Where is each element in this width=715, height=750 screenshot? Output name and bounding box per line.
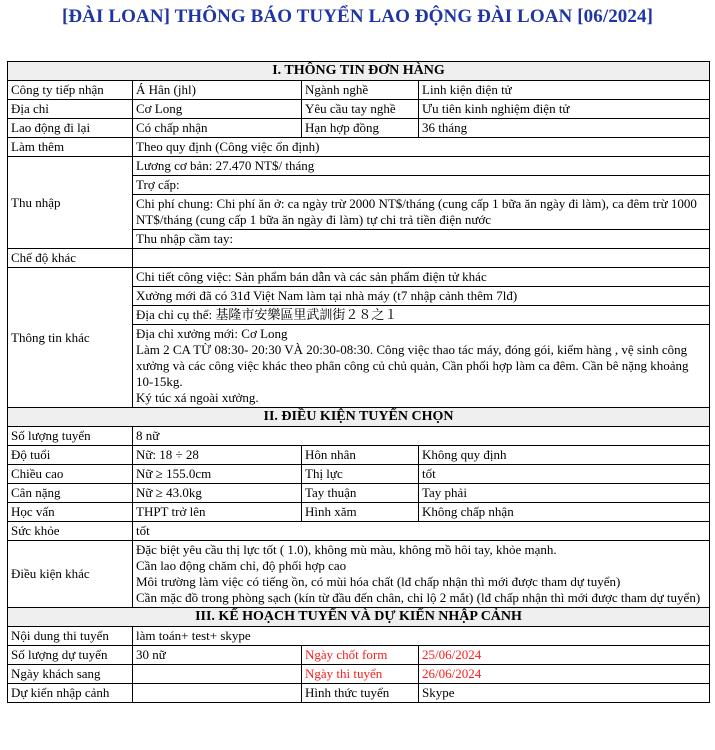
income-label: Thu nhập: [8, 157, 133, 249]
section-header-order-info: [8, 62, 710, 81]
recruitment-table: [7, 61, 710, 703]
exam-content-label: Nội dung thi tuyển: [8, 627, 133, 646]
skill-label: Yêu cầu tay nghề: [302, 100, 419, 119]
height-value: Nữ ≥ 155.0cm: [133, 465, 302, 484]
row-exam-content: [8, 627, 710, 646]
quantity-value: 8 nữ: [133, 427, 710, 446]
row-address: [8, 100, 710, 119]
other-info-line: Địa chỉ cụ thể: 基隆市安樂區里武訓街２８之１: [133, 306, 710, 325]
expected-value: 30 nữ: [133, 646, 302, 665]
weight-label: Cân nặng: [8, 484, 133, 503]
entry-value: [133, 684, 302, 703]
tattoo-value: Không chấp nhận: [419, 503, 710, 522]
conditions-label: Điều kiện khác: [8, 541, 133, 608]
row-education: [8, 503, 710, 522]
quantity-label: Số lượng tuyển: [8, 427, 133, 446]
company-value: Á Hân (jhl): [133, 81, 302, 100]
other-info-line: Địa chỉ xưởng mới: Cơ Long: [136, 326, 288, 341]
row-health: [8, 522, 710, 541]
row-other-info-1: [8, 268, 710, 287]
reentry-label: Lao động đi lại: [8, 119, 133, 138]
skill-value: Ưu tiên kinh nghiệm điện tử: [419, 100, 710, 119]
other-info-line: Chi tiết công việc: Sản phẩm bán dẫn và các sản phẩm điện tử khác: [133, 268, 710, 287]
income-line: Lương cơ bản: 27.470 NT$/ tháng: [133, 157, 710, 176]
industry-label: Ngành nghề: [302, 81, 419, 100]
deadline-label: Ngày chốt form: [302, 646, 419, 665]
visit-label: Ngày khách sang: [8, 665, 133, 684]
row-weight: [8, 484, 710, 503]
row-height: [8, 465, 710, 484]
section-header-plan: [8, 608, 710, 627]
condition-line: Cần mặc đồ trong phòng sạch (kín từ đầu đến chân, chỉ lộ 2 mắt) (lđ chấp nhận thì mới được tham dự tuyển): [136, 590, 701, 605]
conditions-block: [133, 541, 710, 608]
other-info-line: Ký túc xá ngoài xưởng.: [136, 390, 259, 405]
overtime-label: Làm thêm: [8, 138, 133, 157]
condition-line: Đặc biệt yêu cầu thị lực tốt ( 1.0), không mù màu, không mồ hôi tay, khỏe mạnh.: [136, 542, 557, 557]
company-label: Công ty tiếp nhận: [8, 81, 133, 100]
other-info-block: [133, 325, 710, 408]
visit-value: [133, 665, 302, 684]
exam-date-value: 26/06/2024: [419, 665, 710, 684]
industry-value: Linh kiện điện tử: [419, 81, 710, 100]
row-quantity: [8, 427, 710, 446]
health-label: Sức khỏe: [8, 522, 133, 541]
health-value: tốt: [133, 522, 710, 541]
row-conditions: [8, 541, 710, 608]
height-label: Chiều cao: [8, 465, 133, 484]
hand-value: Tay phải: [419, 484, 710, 503]
section-header-selection: [8, 408, 710, 427]
other-benefits-value: [133, 249, 710, 268]
vision-value: tốt: [419, 465, 710, 484]
weight-value: Nữ ≥ 43.0kg: [133, 484, 302, 503]
hand-label: Tay thuận: [302, 484, 419, 503]
section-3-heading: III. KẾ HOẠCH TUYỂN VÀ DỰ KIẾN NHẬP CẢNH: [8, 608, 710, 627]
other-info-label: Thông tin khác: [8, 268, 133, 408]
vision-label: Thị lực: [302, 465, 419, 484]
address-label: Địa chỉ: [8, 100, 133, 119]
education-value: THPT trở lên: [133, 503, 302, 522]
row-expected: [8, 646, 710, 665]
contract-value: 36 tháng: [419, 119, 710, 138]
section-1-heading: I. THÔNG TIN ĐƠN HÀNG: [8, 62, 710, 81]
row-income-1: [8, 157, 710, 176]
condition-line: Môi trường làm việc có tiếng ồn, có mùi hóa chất (lđ chấp nhận thì mới được tham dự tuyển): [136, 574, 621, 589]
format-label: Hình thức tuyển: [302, 684, 419, 703]
marital-label: Hôn nhân: [302, 446, 419, 465]
format-value: Skype: [419, 684, 710, 703]
marital-value: Không quy định: [419, 446, 710, 465]
age-value: Nữ: 18 ÷ 28: [133, 446, 302, 465]
contract-label: Hạn hợp đồng: [302, 119, 419, 138]
row-age: [8, 446, 710, 465]
income-line: Chi phí chung: Chi phí ăn ở: ca ngày trừ 2000 NT$/tháng (cung cấp 1 bữa ăn ngày đi làm), ca đêm trừ 1000 NT$/tháng (cung cấp 1 bữa ăn ngày đi làm) tự chi trả tiền điện nước: [133, 195, 710, 230]
age-label: Độ tuổi: [8, 446, 133, 465]
row-reentry: [8, 119, 710, 138]
condition-line: Cần lao động chăm chỉ, độ phối hợp cao: [136, 558, 347, 573]
exam-date-label: Ngày thi tuyển: [302, 665, 419, 684]
row-visit: [8, 665, 710, 684]
row-entry: [8, 684, 710, 703]
education-label: Học vấn: [8, 503, 133, 522]
overtime-value: Theo quy định (Công việc ổn định): [133, 138, 710, 157]
tattoo-label: Hình xăm: [302, 503, 419, 522]
entry-label: Dự kiến nhập cảnh: [8, 684, 133, 703]
other-info-line: Xưởng mới đã có 31đ Việt Nam làm tại nhà máy (t7 nhập cảnh thêm 7lđ): [133, 287, 710, 306]
row-company: [8, 81, 710, 100]
row-overtime: [8, 138, 710, 157]
income-line: Trợ cấp:: [133, 176, 710, 195]
other-benefits-label: Chế độ khác: [8, 249, 133, 268]
deadline-value: 25/06/2024: [419, 646, 710, 665]
reentry-value: Có chấp nhận: [133, 119, 302, 138]
page-title: [ĐÀI LOAN] THÔNG BÁO TUYỂN LAO ĐỘNG ĐÀI LOAN [06/2024]: [61, 6, 654, 27]
expected-label: Số lượng dự tuyển: [8, 646, 133, 665]
income-line: Thu nhập cầm tay:: [133, 230, 710, 249]
address-value: Cơ Long: [133, 100, 302, 119]
section-2-heading: II. ĐIỀU KIỆN TUYỂN CHỌN: [8, 408, 710, 427]
row-other-benefits: [8, 249, 710, 268]
other-info-line: Làm 2 CA TỪ 08:30- 20:30 VÀ 20:30-08:30. Công việc thao tác máy, đóng gói, kiểm hàng , vệ sinh công xưởng và các công việc khác theo phân công củ chủ quản, Cần phối hợp làm ca đêm. Cần bê nặng khoảng 10-15kg.: [136, 342, 689, 389]
exam-content-value: làm toán+ test+ skype: [133, 627, 710, 646]
